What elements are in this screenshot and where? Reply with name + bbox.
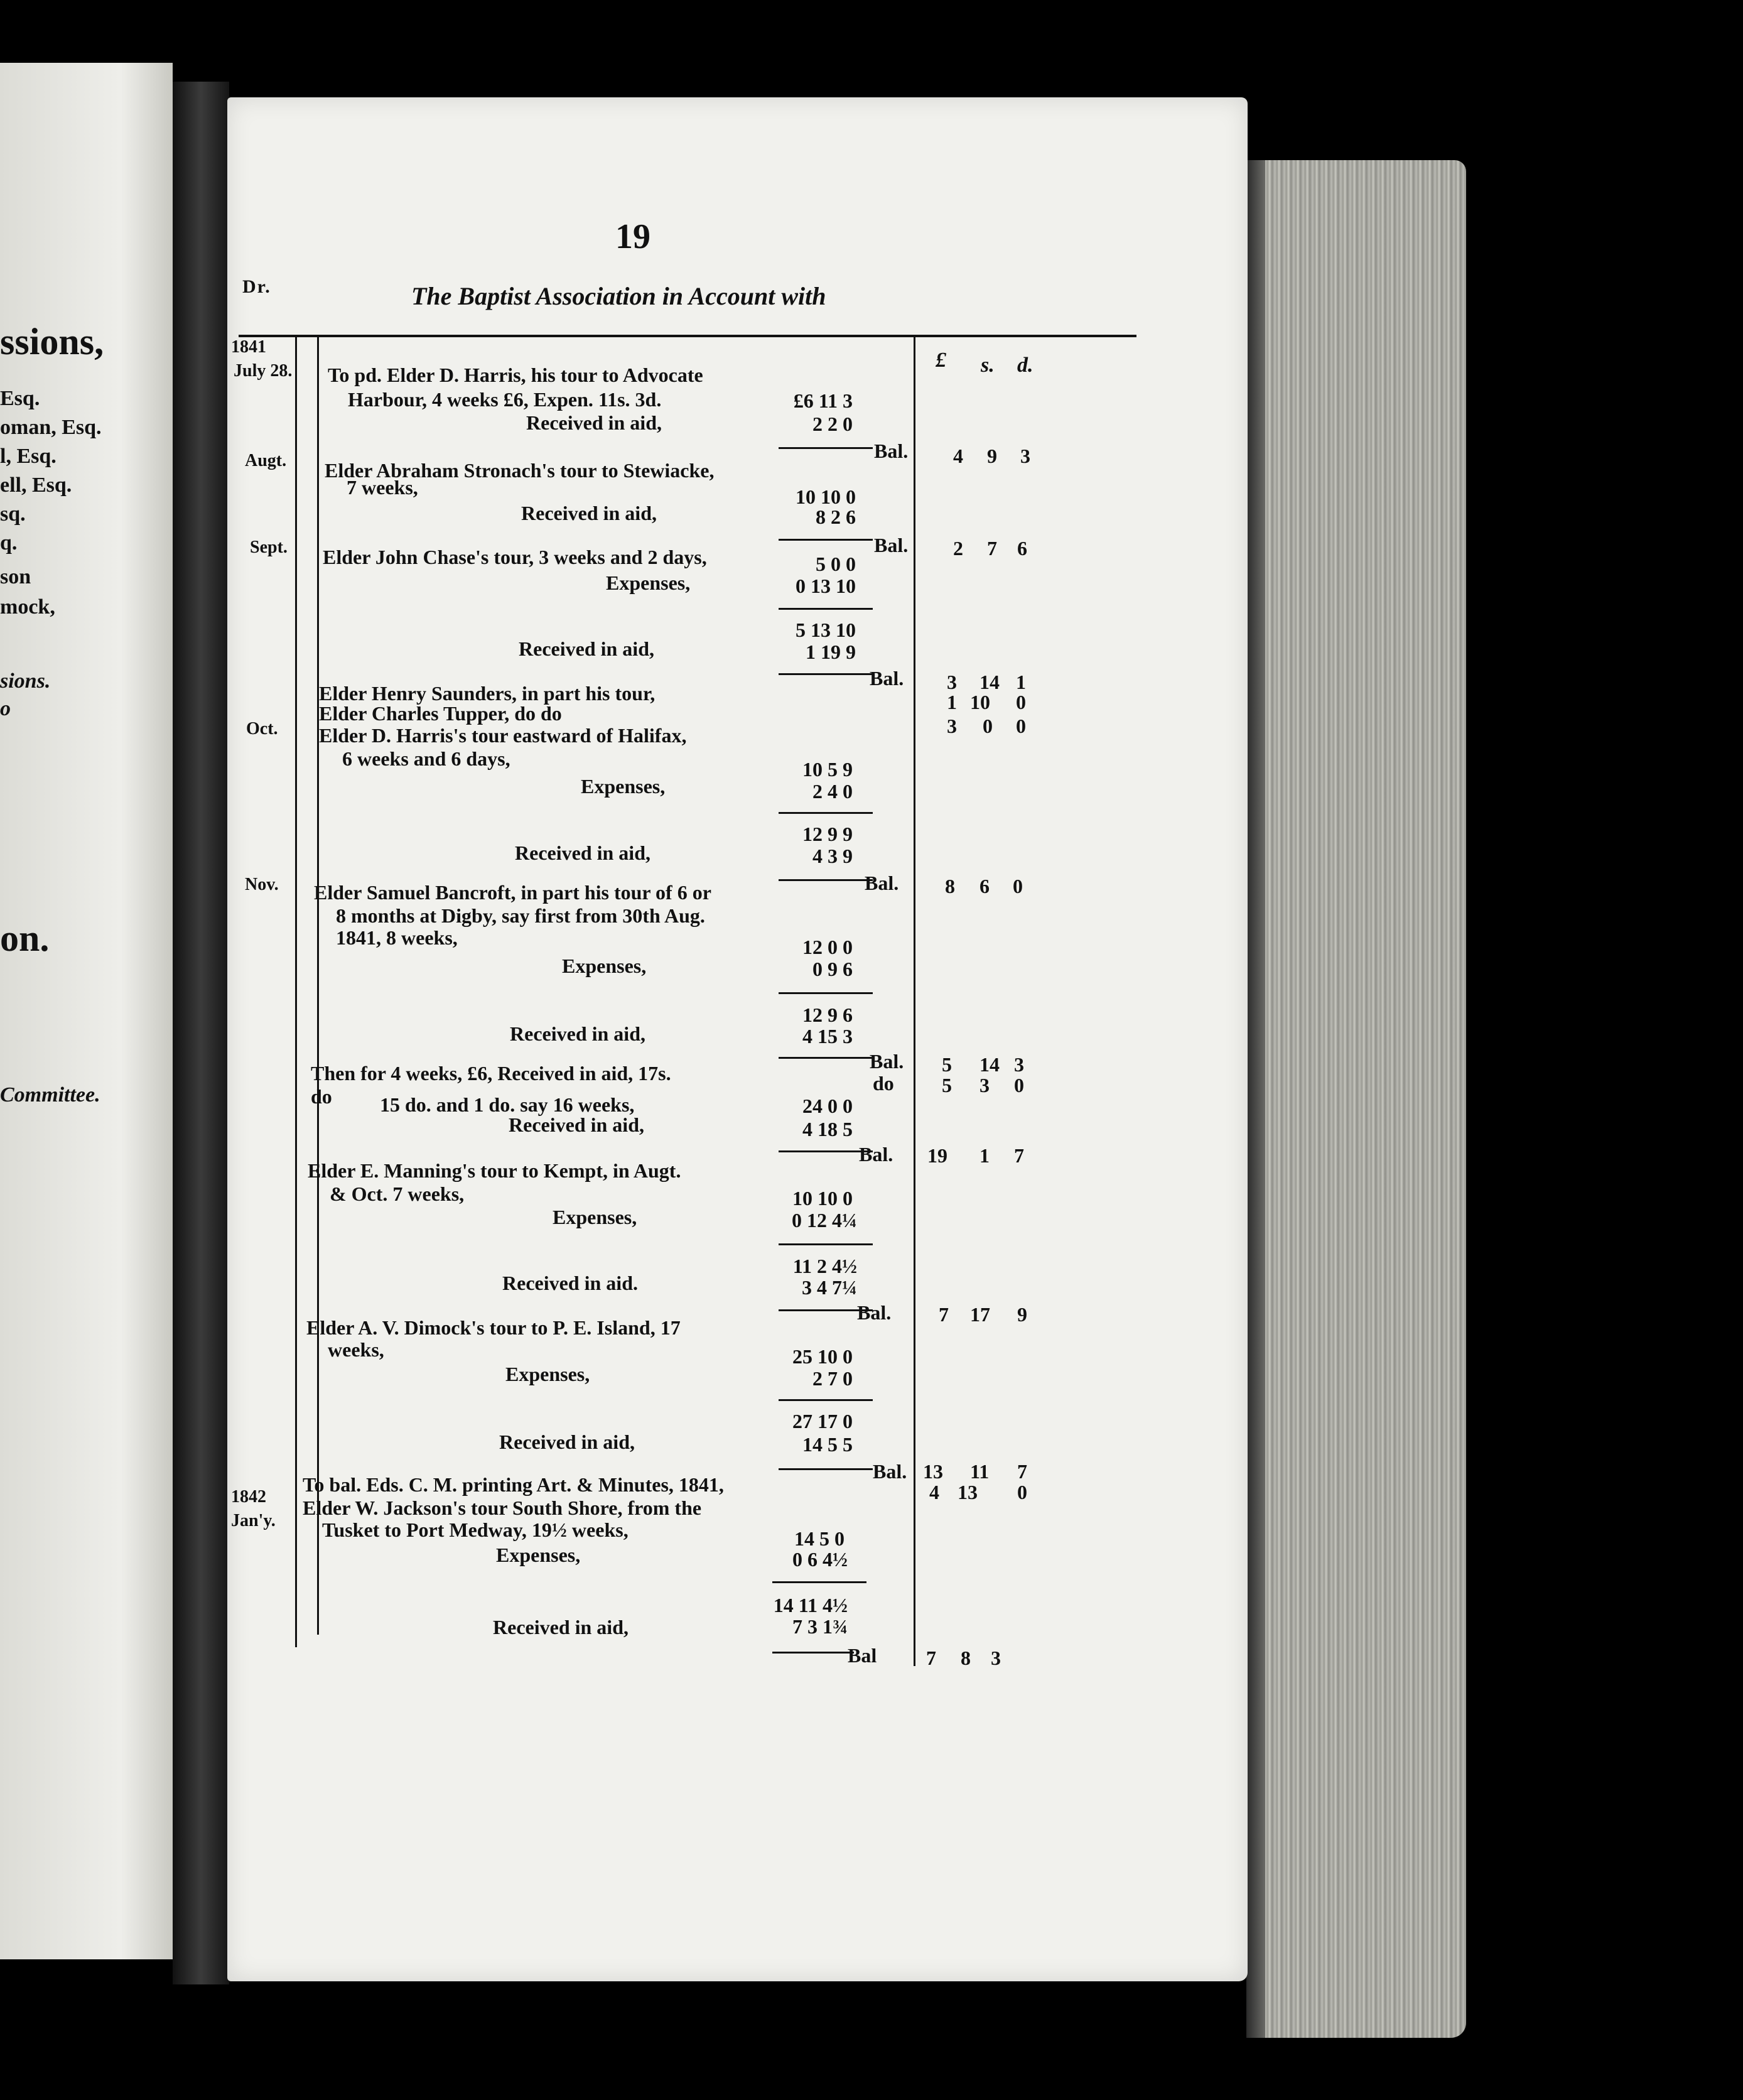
amount: 1 19 9 (806, 641, 856, 663)
total-pounds: 5 (942, 1053, 952, 1076)
sum-rule (779, 539, 873, 541)
left-fragment-line: l, Esq. (0, 445, 57, 468)
page-edge-shadow (1246, 160, 1265, 2038)
amount: 14 11 4½ (773, 1594, 848, 1616)
total-shillings: 10 (970, 691, 990, 713)
amount: 27 17 0 (792, 1410, 853, 1432)
entry-line: Received in aid, (526, 411, 662, 434)
balance-label: Bal. (859, 1143, 893, 1166)
entry-line: 6 weeks and 6 days, (342, 747, 510, 770)
entry-line: Elder John Chase's tour, 3 weeks and 2 days, (323, 546, 707, 568)
total-shillings: 13 (958, 1481, 978, 1503)
date-entry: Jan'y. (231, 1511, 276, 1530)
total-pence: 3 (991, 1647, 1001, 1669)
total-pence: 6 (1017, 537, 1027, 560)
left-fragment-line: oman, Esq. (0, 416, 102, 439)
total-shillings: 14 (979, 671, 1000, 693)
date-entry: Sept. (250, 538, 288, 557)
entry-line: Expenses, (606, 571, 691, 594)
sum-rule (772, 1581, 866, 1583)
amount: 0 12 4¼ (792, 1209, 857, 1231)
total-pence: 1 (1016, 671, 1026, 693)
amount: 2 7 0 (812, 1367, 853, 1390)
total-pence: 0 (1017, 1481, 1027, 1503)
amount: 10 10 0 (792, 1187, 853, 1210)
total-pounds: 5 (942, 1074, 952, 1096)
page-number: 19 (615, 217, 650, 256)
entry-line: 1841, 8 weeks, (336, 926, 458, 949)
amount: 10 5 9 (802, 758, 853, 781)
total-shillings: 11 (970, 1460, 990, 1483)
entry-line: Received in aid, (499, 1431, 635, 1453)
left-fragment-line: son (0, 565, 31, 588)
entry-line: do (311, 1085, 332, 1108)
left-fragment-line: Committee. (0, 1083, 100, 1107)
balance-label: Bal. (874, 534, 909, 556)
entry-line: Elder Henry Saunders, in part his tour, (319, 682, 656, 705)
balance-label: Bal. (870, 1050, 904, 1073)
sum-rule (779, 1243, 873, 1245)
sum-rule (779, 992, 873, 994)
left-page-fragment (0, 63, 173, 1959)
amount: 5 13 10 (796, 619, 856, 641)
total-shillings: 0 (983, 715, 993, 737)
total-pounds: 13 (923, 1460, 943, 1483)
date-column-rule (317, 335, 319, 1635)
entry-line: Elder E. Manning's tour to Kempt, in Augt. (308, 1159, 681, 1182)
left-fragment-heading: ssions, (0, 321, 104, 362)
balance-label: do (873, 1072, 894, 1095)
total-shillings: 14 (979, 1053, 1000, 1076)
money-column-rule (914, 335, 915, 1666)
amount: 25 10 0 (792, 1345, 853, 1368)
entry-line: 7 weeks, (347, 476, 418, 499)
sum-rule (779, 812, 873, 814)
balance-label: Bal. (870, 667, 904, 690)
entry-line: Expenses, (581, 775, 666, 798)
amount: 11 2 4½ (792, 1255, 857, 1277)
entry-line: Expenses, (496, 1544, 581, 1566)
entry-line: Tusket to Port Medway, 19½ weeks, (322, 1518, 629, 1541)
total-pounds: 7 (939, 1303, 949, 1326)
page-edges (1246, 160, 1466, 2038)
total-shillings: 7 (987, 537, 997, 560)
total-pounds: 7 (926, 1647, 936, 1669)
left-margin-rule (295, 335, 297, 1647)
sum-rule (779, 447, 873, 449)
sum-rule (779, 1399, 873, 1401)
date-entry: Oct. (246, 719, 278, 739)
sum-rule (779, 879, 873, 881)
entry-line: 8 months at Digby, say first from 30th Aug. (336, 904, 705, 927)
amount: 0 6 4½ (792, 1548, 848, 1571)
entry-line: Elder A. V. Dimock's tour to P. E. Island, 17 (306, 1316, 681, 1339)
amount: 14 5 5 (802, 1433, 853, 1456)
sum-rule (772, 1652, 854, 1653)
entry-line: & Oct. 7 weeks, (330, 1183, 465, 1205)
amount: 12 9 6 (802, 1004, 853, 1026)
date-year: 1842 (231, 1487, 266, 1507)
left-fragment-line: sions. (0, 669, 51, 693)
total-pounds: 3 (947, 715, 957, 737)
entry-line: Received in aid, (521, 502, 657, 524)
entry-line: Received in aid, (493, 1616, 629, 1638)
amount: 10 10 0 (796, 485, 856, 508)
header-rule (239, 335, 1136, 337)
total-pounds: 4 (953, 445, 963, 467)
total-pence: 3 (1020, 445, 1030, 467)
entry-line: Received in aid, (510, 1022, 645, 1045)
total-pounds: 2 (953, 537, 963, 560)
entry-line: Expenses, (505, 1363, 590, 1385)
total-pounds: 3 (947, 671, 957, 693)
sum-rule (779, 673, 873, 675)
amount: 14 5 0 (794, 1527, 845, 1550)
total-pence: 0 (1016, 715, 1026, 737)
left-fragment-line: o (0, 697, 11, 720)
amount: 12 9 9 (802, 823, 853, 845)
entry-line: Then for 4 weeks, £6, Received in aid, 17s. (311, 1062, 671, 1085)
balance-label: Bal. (873, 1460, 907, 1483)
book-gutter (173, 82, 229, 1984)
entry-line: Received in aid, (519, 637, 654, 660)
amount: 7 3 1¾ (792, 1615, 848, 1638)
shillings-header: s. (981, 354, 995, 377)
total-pence: 9 (1017, 1303, 1027, 1326)
total-shillings: 3 (979, 1074, 990, 1096)
total-shillings: 17 (970, 1303, 990, 1326)
balance-label: Bal. (874, 440, 909, 462)
entry-line: weeks, (328, 1338, 384, 1361)
total-pounds: 19 (927, 1144, 947, 1167)
dr-label: Dr. (242, 276, 271, 297)
amount: 4 18 5 (802, 1118, 853, 1140)
total-pence: 7 (1014, 1144, 1024, 1167)
pence-header: d. (1017, 354, 1033, 377)
entry-line: To pd. Elder D. Harris, his tour to Advocate (328, 364, 703, 386)
left-fragment-line: ell, Esq. (0, 474, 72, 497)
entry-line: To bal. Eds. C. M. printing Art. & Minutes, 1841, (303, 1473, 724, 1496)
entry-line: Elder Samuel Bancroft, in part his tour of 6 or (314, 881, 711, 904)
entry-line: Received in aid, (509, 1113, 644, 1136)
total-pounds: 4 (929, 1481, 939, 1503)
amount: 4 15 3 (802, 1025, 853, 1047)
total-pence: 0 (1016, 691, 1026, 713)
total-pence: 3 (1014, 1053, 1024, 1076)
amount: 0 13 10 (796, 575, 856, 597)
sum-rule (779, 608, 873, 610)
amount: 2 2 0 (812, 413, 853, 435)
total-pounds: 1 (947, 691, 957, 713)
total-shillings: 6 (979, 875, 990, 897)
entry-line: Elder W. Jackson's tour South Shore, from the (303, 1497, 702, 1519)
total-pounds: 8 (945, 875, 955, 897)
left-fragment-heading: on. (0, 917, 50, 959)
entry-line: Elder Abraham Stronach's tour to Stewiacke, (325, 459, 715, 482)
left-fragment-line: Esq. (0, 387, 40, 410)
sum-rule (779, 1057, 873, 1059)
total-shillings: 8 (961, 1647, 971, 1669)
left-fragment-line: sq. (0, 502, 26, 526)
pounds-header: £ (936, 349, 946, 372)
entry-line: Elder D. Harris's tour eastward of Halifax, (319, 724, 687, 747)
amount: £6 11 3 (793, 389, 853, 412)
amount: 24 0 0 (802, 1095, 853, 1117)
amount: 0 9 6 (812, 958, 853, 980)
amount: 2 4 0 (812, 780, 853, 803)
date-entry: Augt. (245, 451, 287, 470)
entry-line: Elder Charles Tupper, do do (319, 702, 562, 725)
total-shillings: 1 (979, 1144, 990, 1167)
amount: 3 4 7¼ (802, 1276, 857, 1299)
amount: 5 0 0 (816, 553, 856, 575)
entry-line: Harbour, 4 weeks £6, Expen. 11s. 3d. (348, 388, 662, 411)
total-shillings: 9 (987, 445, 997, 467)
entry-line: Received in aid, (515, 842, 650, 864)
amount: 4 3 9 (812, 845, 853, 867)
total-pence: 7 (1017, 1460, 1027, 1483)
balance-label: Bal. (857, 1301, 892, 1324)
total-pence: 0 (1013, 875, 1023, 897)
page-title: The Baptist Association in Account with (411, 282, 826, 310)
balance-label: Bal. (865, 872, 899, 894)
left-fragment-line: q. (0, 531, 18, 555)
date-entry: Nov. (245, 875, 279, 894)
entry-line: Received in aid. (502, 1272, 638, 1294)
date-year: 1841 (231, 337, 266, 357)
left-fragment-line: mock, (0, 595, 55, 619)
amount: 12 0 0 (802, 936, 853, 958)
entry-line: Expenses, (553, 1206, 637, 1228)
sum-rule (779, 1468, 873, 1470)
date-entry: July 28. (234, 361, 293, 381)
amount: 8 2 6 (816, 506, 856, 528)
total-pence: 0 (1014, 1074, 1024, 1096)
entry-line: Expenses, (562, 955, 647, 977)
entry-line: 15 do. and 1 do. say 16 weeks, (380, 1093, 635, 1116)
balance-label: Bal (848, 1644, 877, 1667)
